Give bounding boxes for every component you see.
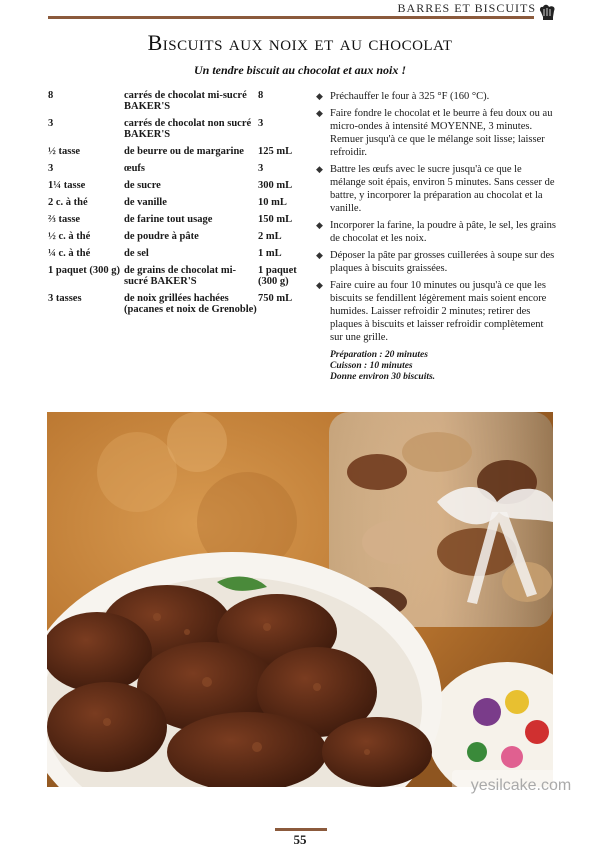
step-text: Faire cuire au four 10 minutes ou jusqu'à ce que les biscuits se fendillent légèrement mais soient encore humides. Laisser refroidir 2 minutes; retirer des plaques à biscuits et laisser refroidir complètement sur une grille. — [330, 280, 547, 343]
ingredient-row — [48, 90, 298, 112]
ingredient-metric: 300 mL — [258, 180, 293, 191]
diamond-bullet-icon: ◆ — [316, 164, 323, 174]
ingredient-metric: 150 mL — [258, 214, 293, 225]
ingredient-qty: ½ tasse — [48, 146, 81, 157]
ingredient-metric: 1 mL — [258, 248, 282, 259]
recipe-title: Biscuits aux noix et au chocolat — [147, 30, 453, 55]
ingredient-name: carrés de chocolat non sucré BAKER'S — [124, 118, 252, 140]
ingredient-name: de sucre — [124, 180, 161, 191]
chef-hat-icon — [538, 4, 558, 22]
ingredient-name: de poudre à pâte — [124, 231, 199, 242]
header-rule — [48, 16, 534, 19]
ingredient-row — [48, 197, 298, 208]
ingredient-qty: ¼ c. à thé — [48, 248, 91, 259]
ingredient-row — [48, 265, 298, 287]
method-step — [316, 279, 556, 344]
ingredient-metric: 3 — [258, 163, 264, 174]
yield: Donne environ 30 biscuits. — [330, 372, 436, 382]
cookies-photo-illustration — [47, 412, 553, 787]
method-step — [316, 163, 556, 215]
ingredient-name: de farine tout usage — [124, 214, 213, 225]
diamond-bullet-icon: ◆ — [316, 108, 323, 118]
ingredient-row — [48, 118, 298, 140]
ingredient-name: de grains de chocolat mi-sucré BAKER'S — [124, 265, 236, 287]
ingredient-qty: 3 — [48, 118, 54, 129]
method-step — [316, 219, 556, 245]
step-text: Préchauffer le four à 325 °F (160 °C). — [330, 91, 490, 102]
ingredient-row — [48, 231, 298, 242]
diamond-bullet-icon: ◆ — [316, 280, 323, 290]
ingredient-metric: 750 mL — [258, 293, 293, 304]
ingredient-qty: 8 — [48, 90, 54, 101]
ingredient-qty: 1 paquet (300 g) — [48, 265, 121, 276]
ingredient-qty: 1¼ tasse — [48, 180, 86, 191]
ingredient-metric: 8 — [258, 90, 264, 101]
ingredient-metric: 2 mL — [258, 231, 282, 242]
step-text: Faire fondre le chocolat et le beurre à feu doux ou au micro-ondes à intensité MOYENNE, 3 minutes. Remuer jusqu'à ce que le mélange soit lisse; laisser refroidir. — [330, 108, 553, 158]
ingredient-qty: 3 — [48, 163, 54, 174]
ingredient-name: de sel — [124, 248, 149, 259]
step-text: Battre les œufs avec le sucre jusqu'à ce que le mélange soit épais, environ 5 minutes. Sans cesser de battre, y incorporer la préparation au chocolat et la vanille. — [330, 164, 555, 214]
page-number: 55 — [293, 832, 307, 847]
ingredient-metric: 1 paquet (300 g) — [258, 265, 297, 287]
ingredient-name: de vanille — [124, 197, 167, 208]
ingredient-row — [48, 163, 298, 174]
ingredient-qty: 2 c. à thé — [48, 197, 88, 208]
ingredient-metric: 125 mL — [258, 146, 293, 157]
cook-time: Cuisson : 10 minutes — [330, 361, 413, 371]
ingredient-row — [48, 146, 298, 157]
ingredient-row — [48, 248, 298, 259]
timing-info — [330, 350, 556, 383]
ingredient-metric: 3 — [258, 118, 264, 129]
watermark: yesilcake.com — [452, 770, 590, 802]
diamond-bullet-icon: ◆ — [316, 220, 323, 230]
ingredient-qty: 3 tasses — [48, 293, 82, 304]
section-label: BARRES ET BISCUITS — [397, 1, 536, 15]
method-step — [316, 249, 556, 275]
ingredient-qty: ⅔ tasse — [48, 214, 81, 225]
ingredient-name: de noix grillées hachées (pacanes et noix de Grenoble) — [124, 293, 257, 315]
ingredient-row — [48, 214, 298, 225]
diamond-bullet-icon: ◆ — [316, 250, 323, 260]
recipe-photo — [47, 412, 553, 787]
step-text: Incorporer la farine, la poudre à pâte, le sel, les grains de chocolat et les noix. — [330, 220, 556, 244]
prep-time: Préparation : 20 minutes — [330, 350, 428, 360]
method-step — [316, 90, 556, 103]
ingredients-list — [48, 90, 298, 321]
ingredient-metric: 10 mL — [258, 197, 287, 208]
step-text: Déposer la pâte par grosses cuillerées à soupe sur des plaques à biscuits graissées. — [330, 250, 555, 274]
ingredient-name: de beurre ou de margarine — [124, 146, 244, 157]
method-steps — [316, 90, 556, 383]
ingredient-name: œufs — [124, 163, 146, 174]
recipe-subtitle: Un tendre biscuit au chocolat et aux noix ! — [193, 63, 407, 77]
ingredient-name: carrés de chocolat mi-sucré BAKER'S — [124, 90, 247, 112]
diamond-bullet-icon: ◆ — [316, 91, 323, 101]
ingredient-row — [48, 180, 298, 191]
method-step — [316, 107, 556, 159]
ingredient-row — [48, 293, 298, 315]
footer-rule — [275, 828, 327, 831]
ingredient-qty: ½ c. à thé — [48, 231, 91, 242]
